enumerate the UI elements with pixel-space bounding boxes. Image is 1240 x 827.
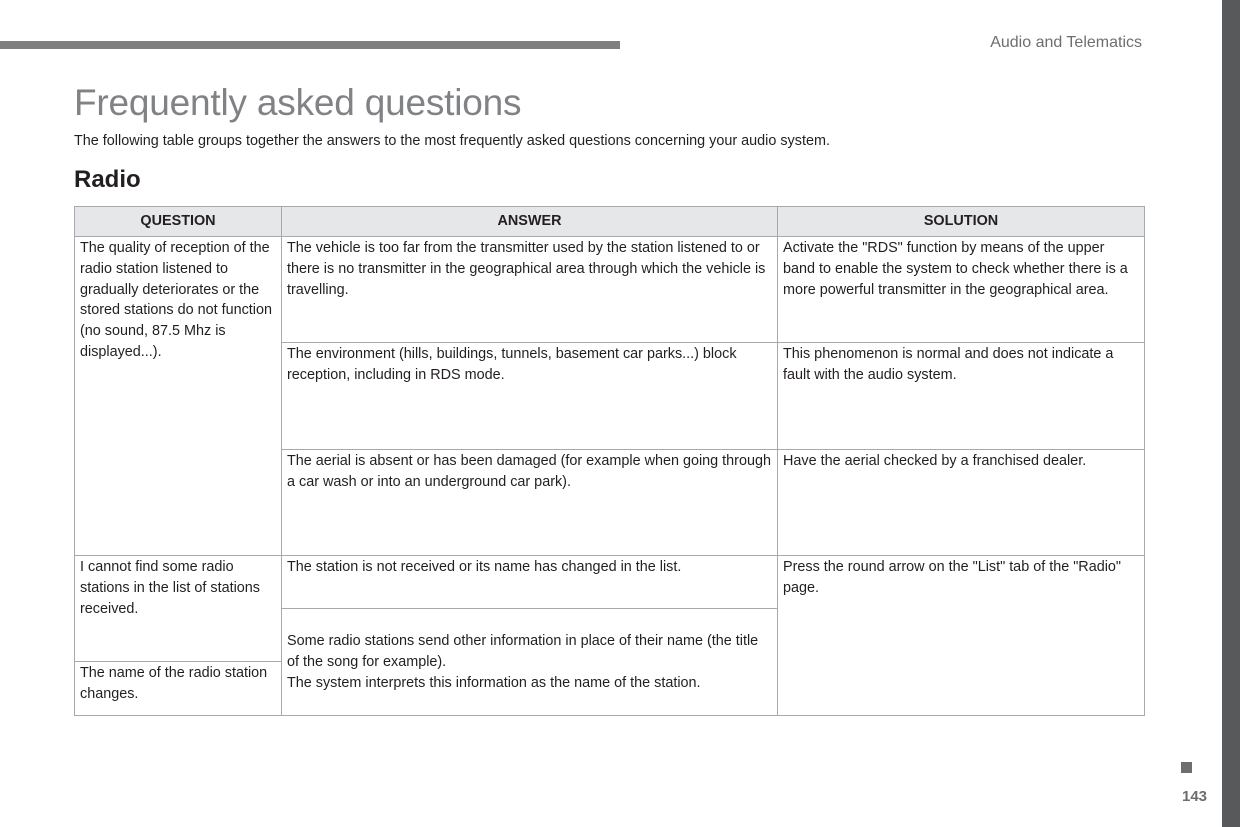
- section-label: Audio and Telematics: [990, 34, 1142, 51]
- solution-cell: Activate the "RDS" function by means of the upper band to enable the system to check whether there is a more powerful transmitter in the geographical area.: [778, 237, 1145, 343]
- header-answer: ANSWER: [282, 207, 778, 237]
- intro-text: The following table groups together the answers to the most frequently asked questions concerning your audio system.: [74, 133, 830, 149]
- answer-cell: The station is not received or its name has changed in the list.: [282, 556, 778, 609]
- page-title: Frequently asked questions: [74, 82, 522, 123]
- question-cell: The quality of reception of the radio station listened to gradually deteriorates or the stored stations do not function (no sound, 87.5 Mhz is displayed...).: [75, 237, 282, 556]
- solution-cell: This phenomenon is normal and does not indicate a fault with the audio system.: [778, 343, 1145, 450]
- answer-cell: The vehicle is too far from the transmitter used by the station listened to or there is no transmitter in the geographical area through which the vehicle is travelling.: [282, 237, 778, 343]
- side-band: [1222, 0, 1240, 827]
- answer-cell: Some radio stations send other information in place of their name (the title of the song for example). The system interprets this information as the name of the station.: [282, 609, 778, 716]
- answer-cell: The aerial is absent or has been damaged (for example when going through a car wash or into an underground car park).: [282, 450, 778, 556]
- page-number: 143: [1182, 788, 1208, 805]
- section-heading: Radio: [74, 166, 141, 193]
- question-cell: I cannot find some radio stations in the list of stations received.: [75, 556, 282, 662]
- table-row: [75, 237, 1145, 343]
- table-row: [75, 556, 1145, 609]
- faq-table: [74, 206, 1145, 716]
- solution-cell: Press the round arrow on the "List" tab of the "Radio" page.: [778, 556, 1145, 716]
- table-header-row: [75, 207, 1145, 237]
- answer-cell: The environment (hills, buildings, tunnels, basement car parks...) block reception, including in RDS mode.: [282, 343, 778, 450]
- header-rule: [0, 41, 620, 49]
- question-cell: The name of the radio station changes.: [75, 662, 282, 716]
- solution-cell: Have the aerial checked by a franchised dealer.: [778, 450, 1145, 556]
- header-solution: SOLUTION: [778, 207, 1145, 237]
- header-question: QUESTION: [75, 207, 282, 237]
- corner-square-mark: [1181, 762, 1192, 773]
